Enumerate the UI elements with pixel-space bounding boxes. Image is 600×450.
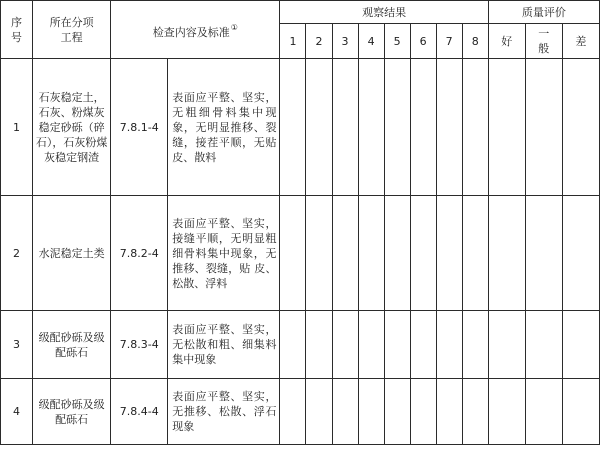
row-code: 7.8.1-4 xyxy=(111,59,168,196)
row-code: 7.8.2-4 xyxy=(111,196,168,311)
grade-cell[interactable] xyxy=(562,59,599,196)
obs-cell[interactable] xyxy=(436,196,462,311)
row-code: 7.8.4-4 xyxy=(111,379,168,445)
obs-cell[interactable] xyxy=(332,311,358,379)
obs-cell[interactable] xyxy=(280,311,306,379)
obs-cell[interactable] xyxy=(436,59,462,196)
obs-cell[interactable] xyxy=(280,379,306,445)
table-row xyxy=(1,196,600,311)
grade-cell[interactable] xyxy=(562,379,599,445)
obs-cell[interactable] xyxy=(306,59,332,196)
obs-cell[interactable] xyxy=(358,59,384,196)
grade-cell[interactable] xyxy=(488,311,525,379)
obs-cell[interactable] xyxy=(280,59,306,196)
grade-fair: 一般 xyxy=(525,24,562,59)
header-standard-label: 检查内容及标准 xyxy=(152,25,230,39)
obs-cell[interactable] xyxy=(306,196,332,311)
grade-cell[interactable] xyxy=(488,379,525,445)
obs-cell[interactable] xyxy=(384,311,410,379)
row-project: 水泥稳定土类 xyxy=(33,196,111,311)
row-seq: 3 xyxy=(1,311,33,379)
obs-cell[interactable] xyxy=(280,196,306,311)
row-seq: 1 xyxy=(1,59,33,196)
grade-cell[interactable] xyxy=(562,196,599,311)
obs-cell[interactable] xyxy=(436,379,462,445)
obs-col-4: 4 xyxy=(358,24,384,59)
grade-cell[interactable] xyxy=(488,59,525,196)
obs-cell[interactable] xyxy=(410,59,436,196)
obs-cell[interactable] xyxy=(384,196,410,311)
obs-cell[interactable] xyxy=(358,196,384,311)
grade-cell[interactable] xyxy=(525,59,562,196)
obs-cell[interactable] xyxy=(306,311,332,379)
obs-col-1: 1 xyxy=(280,24,306,59)
header-standard-note: ① xyxy=(230,22,238,32)
row-standard: 表面应平整、坚实，无推移、松散、浮石现象 xyxy=(168,379,280,445)
obs-cell[interactable] xyxy=(358,311,384,379)
obs-cell[interactable] xyxy=(358,379,384,445)
obs-col-5: 5 xyxy=(384,24,410,59)
row-project: 石灰稳定土，石灰、粉煤灰稳定砂砾（碎石），石灰粉煤灰稳定钢渣 xyxy=(33,59,111,196)
obs-cell[interactable] xyxy=(332,379,358,445)
grade-cell[interactable] xyxy=(525,311,562,379)
grade-cell[interactable] xyxy=(488,196,525,311)
obs-cell[interactable] xyxy=(332,59,358,196)
grade-good: 好 xyxy=(488,24,525,59)
header-project: 所在分项工程 xyxy=(33,1,111,59)
obs-col-8: 8 xyxy=(462,24,488,59)
row-standard: 表面应平整、坚实，无粗细骨料集中现象，无明显推移、裂缝，接茬平顺，无贴皮、散料 xyxy=(168,59,280,196)
grade-cell[interactable] xyxy=(525,196,562,311)
obs-col-7: 7 xyxy=(436,24,462,59)
grade-cell[interactable] xyxy=(525,379,562,445)
obs-cell[interactable] xyxy=(462,379,488,445)
row-standard: 表面应平整、坚实，接缝平顺，无明显粗细骨料集中现象，无推移、裂缝，贴 皮、松散、浮料 xyxy=(168,196,280,311)
table-row xyxy=(1,379,600,445)
obs-col-3: 3 xyxy=(332,24,358,59)
obs-cell[interactable] xyxy=(436,311,462,379)
obs-cell[interactable] xyxy=(384,59,410,196)
row-code: 7.8.3-4 xyxy=(111,311,168,379)
obs-col-6: 6 xyxy=(410,24,436,59)
grade-cell[interactable] xyxy=(562,311,599,379)
table-row xyxy=(1,311,600,379)
header-seq: 序号 xyxy=(1,1,33,59)
row-project: 级配砂砾及级配砾石 xyxy=(33,311,111,379)
row-standard: 表面应平整、坚实，无松散和粗、细集料集中现象 xyxy=(168,311,280,379)
obs-cell[interactable] xyxy=(332,196,358,311)
obs-cell[interactable] xyxy=(462,59,488,196)
obs-cell[interactable] xyxy=(410,379,436,445)
row-seq: 4 xyxy=(1,379,33,445)
header-observation: 观察结果 xyxy=(280,1,488,24)
table-row xyxy=(1,59,600,196)
grade-poor: 差 xyxy=(562,24,599,59)
obs-col-2: 2 xyxy=(306,24,332,59)
row-seq: 2 xyxy=(1,196,33,311)
header-quality: 质量评价 xyxy=(488,1,599,24)
row-project: 级配砂砾及级配砾石 xyxy=(33,379,111,445)
header-standard xyxy=(111,1,280,59)
obs-cell[interactable] xyxy=(410,196,436,311)
obs-cell[interactable] xyxy=(462,311,488,379)
obs-cell[interactable] xyxy=(384,379,410,445)
obs-cell[interactable] xyxy=(306,379,332,445)
obs-cell[interactable] xyxy=(462,196,488,311)
obs-cell[interactable] xyxy=(410,311,436,379)
